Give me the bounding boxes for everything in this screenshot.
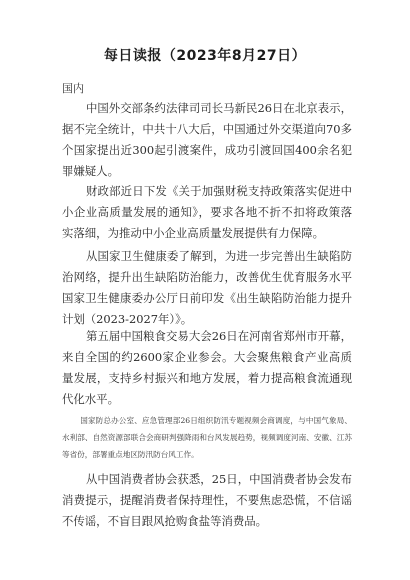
news-paragraph: 从国家卫生健康委了解到，为进一步完善出生缺陷防治网络，提升出生缺陷防治能力，改善优生优育服务水平国家卫生健康委办公厅日前印发《出生缺陷防治能力提升计划（2023-2027年）》。 — [62, 249, 352, 326]
news-paragraph: 中国外交部条约法律司司长马新民26日在北京表示，据不完全统计，中共十八大后，中国通过外交渠道向70多个国家提出近300起引渡案件，成功引渡回国400余名犯罪嫌疑人。 — [62, 101, 352, 178]
news-paragraph: 第五届中国粮食交易大会26日在河南省郑州市开幕，来自全国的约2600家企业参会。大会聚焦粮食产业高质量发展，支持乡村振兴和地方发展，着力提高粮食流通现代化水平。 — [62, 329, 352, 406]
document-title: 每日读报（2023年8月27日） — [103, 48, 307, 64]
small-print-note: 国家防总办公室、应急管理部26日组织防汛专题视频会商调度，与中国气象局、水利部、自然资源部联合会商研判强降雨和台风发展趋势，视频调度河南、安徽、江苏等省份，部署重点地区防汛防台风工作。 — [62, 416, 352, 459]
news-paragraph: 从中国消费者协会获悉，25日，中国消费者协会发布消费提示，提醒消费者保持理性，不要焦虑恐慌，不信谣不传谣，不盲目跟风抢购食盐等消费品。 — [62, 472, 352, 528]
section-heading: 国内 — [62, 82, 84, 95]
news-paragraph: 财政部近日下发《关于加强财税支持政策落实促进中小企业高质量发展的通知》，要求各地不折不扣将政策落实落细，为推动中小企业高质量发展提供有力保障。 — [62, 184, 352, 240]
